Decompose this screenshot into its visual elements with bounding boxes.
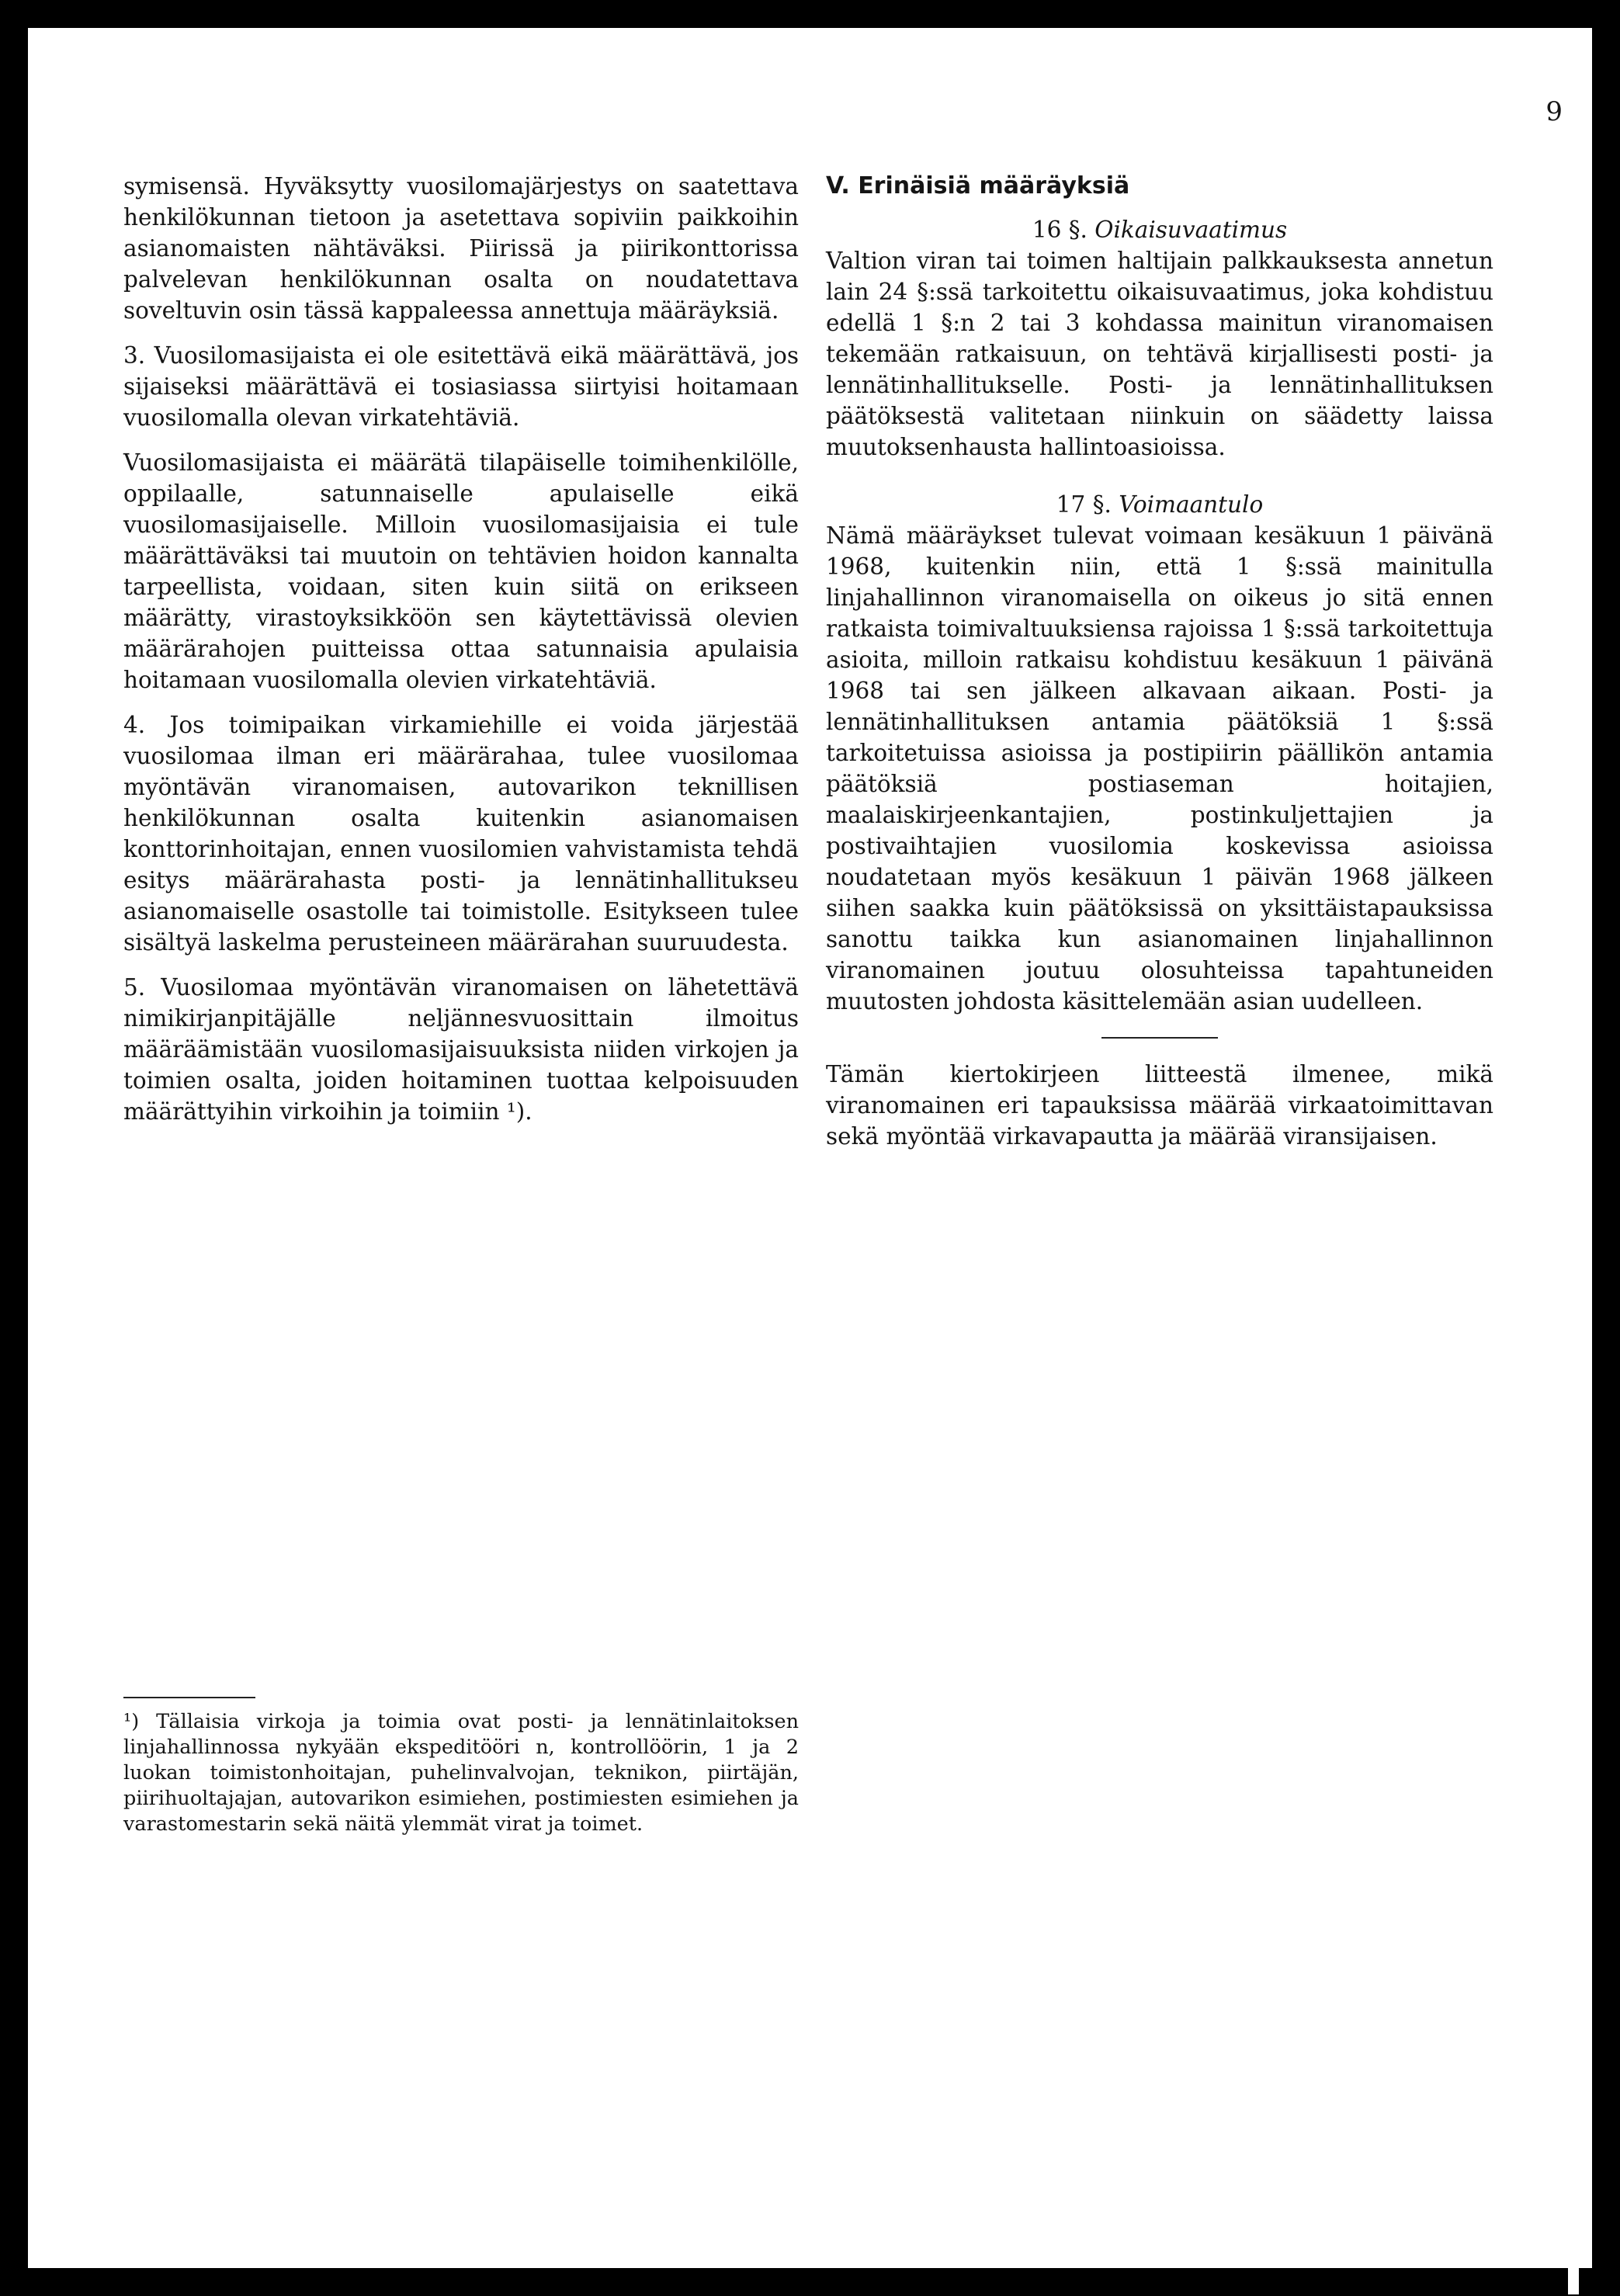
paragraph: Tämän kiertokirjeen liitteestä ilmenee, mikä viranomainen eri tapauksissa määrää virkaatoimittavan sekä myöntää virkavapautta ja määrää viransijaisen. bbox=[826, 1061, 1493, 1150]
document-page bbox=[28, 28, 1592, 2268]
section-subheading bbox=[826, 214, 1493, 245]
paragraph: 4. Jos toimipaikan virkamiehille ei voida järjestää vuosilomaa ilman eri määrärahaa, tulee vuosilomaa myöntävän viranomaisen, autovarikon teknillisen henkilökunnan osalta kuitenkin asianomaisen konttorinhoitajan, ennen vuosilomien vahvistamista tehdä esitys määrärahasta posti- ja lennätinhallitukseu asianomaiselle osastolle tai toimistolle. Esitykseen tulee sisältyä laskelma perusteineen määrärahan suuruudesta. bbox=[123, 712, 799, 956]
paragraph: Valtion viran tai toimen haltijain palkkauksesta annetun lain 24 §:ssä tarkoitettu oikaisuvaatimus, joka kohdistuu edellä 1 §:n 2 tai 3 kohdassa mainitun viranomaisen tekemään ratkaisuun, on tehtävä kirjallisesti posti- ja lennätinhallitukselle. Posti- ja lennätinhallituksen päätöksestä valitetaan niinkuin on säädetty laissa muutoksenhausta hallintoasioissa. bbox=[826, 248, 1493, 460]
section-number: 16 §. bbox=[1032, 217, 1088, 243]
left-column bbox=[123, 171, 799, 1127]
paragraph: Vuosilomasijaista ei määrätä tilapäiselle toimihenkilölle, oppilaalle, satunnaiselle apulaiselle eikä vuosilomasijaiselle. Milloin vuosilomasijaisia ei tule määrättäväksi tai muutoin on tehtävien hoidon kannalta tarpeellista, voidaan, siten kuin siitä on erikseen määrätty, virastoyksikköön sen käytettävissä olevien määrärahojen puitteissa ottaa satunnaisia apulaisia hoitamaan vuosilomalla olevien virkatehtäviä. bbox=[123, 449, 799, 693]
scan-edge-bar bbox=[1568, 59, 1579, 2294]
section-title: Voimaantulo bbox=[1119, 491, 1264, 518]
right-column bbox=[826, 171, 1493, 1152]
section-heading: V. Erinäisiä määräyksiä bbox=[826, 172, 1130, 199]
paragraph: 3. Vuosilomasijaista ei ole esitettävä eikä määrättävä, jos sijaiseksi määrättävä ei tosiasiassa siirtyisi hoitamaan vuosilomalla olevan virkatehtäviä. bbox=[123, 342, 799, 431]
page-number: 9 bbox=[1545, 96, 1563, 127]
paragraph: Nämä määräykset tulevat voimaan kesäkuun 1 päivänä 1968, kuitenkin niin, että 1 §:ssä mainitulla linjahallinnon viranomaisella on oikeus jo sitä ennen ratkaista toimivaltuuksiensa rajoissa 1 §:ssä tarkoitettuja asioita, milloin ratkaisu kohdistuu kesäkuun 1 päivänä 1968 tai sen jälkeen alkavaan aikaan. Posti- ja lennätinhallituksen antamia päätöksiä 1 §:ssä tarkoitetuissa asioissa ja postipiirin päällikön antamia päätöksiä postiaseman hoitajien, maalaiskirjeenkantajien, postinkuljettajien ja postivaihtajien vuosilomia koskevissa asioissa noudatetaan myös kesäkuun 1 päivän 1968 jälkeen siihen saakka kuin päätöksissä on yksittäistapauksissa sanottu taikka kun asianomainen linjahallinnon viranomainen joutuu olosuhteissa tapahtuneiden muutosten johdosta käsittelemään asian uudelleen. bbox=[826, 522, 1493, 1014]
section-title: Oikaisuvaatimus bbox=[1094, 217, 1288, 243]
section-number: 17 §. bbox=[1056, 491, 1112, 518]
paragraph: 5. Vuosilomaa myöntävän viranomaisen on lähetettävä nimikirjanpitäjälle neljännesvuosittain ilmoitus määräämistään vuosilomasijaisuuksista niiden virkojen ja toimien osalta, joiden hoitaminen tuottaa kelpoisuuden määrättyihin virkoihin ja toimiin ¹). bbox=[123, 974, 799, 1125]
footnote-rule bbox=[123, 1697, 255, 1698]
paragraph: symisensä. Hyväksytty vuosilomajärjestys on saatettava henkilökunnan tietoon ja asetettava sopiviin paikkoihin asianomaisten nähtäväksi. Piirissä ja piirikonttorissa palvelevan henkilökunnan osalta on noudatettava soveltuvin osin tässä kappaleessa annettuja määräyksiä. bbox=[123, 173, 799, 324]
divider bbox=[1101, 1037, 1218, 1039]
section-subheading bbox=[826, 489, 1493, 520]
footnote: ¹) Tällaisia virkoja ja toimia ovat posti- ja lennätinlaitoksen linjahallinnossa nykyään ekspeditööri n, kontrollöörin, 1 ja 2 luokan toimistonhoitajan, puhelinvalvojan, teknikon, piirtäjän, piirihuoltajajan, autovarikon esimiehen, postimiesten esimiehen ja varastomestarin sekä näitä ylemmät virat ja toimet. bbox=[123, 1710, 799, 1836]
